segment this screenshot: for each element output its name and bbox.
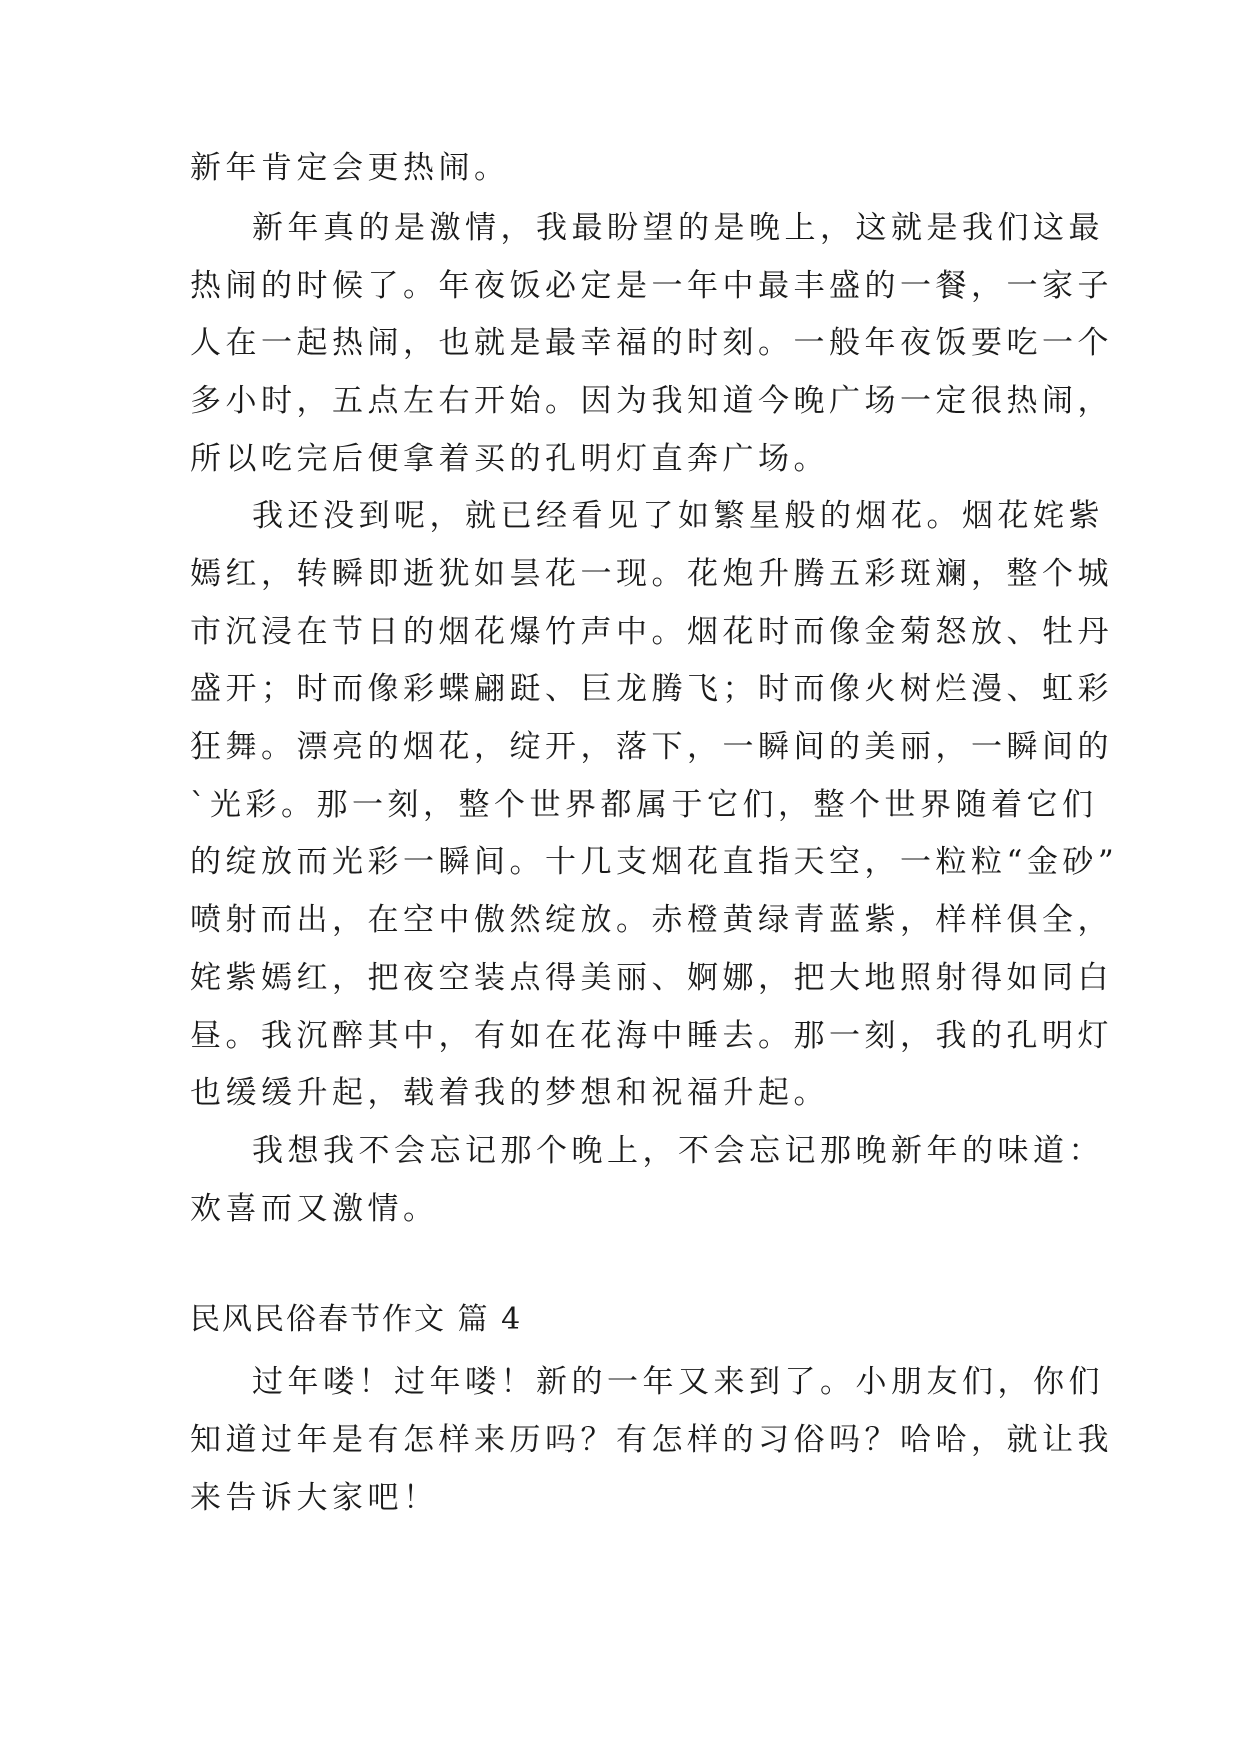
text-line: 昼。我沉醉其中，有如在花海中睡去。那一刻，我的孔明灯	[190, 1018, 1113, 1054]
text-line: 盛开；时而像彩蝶翩跹、巨龙腾飞；时而像火树烂漫、虹彩	[190, 671, 1113, 707]
text-line: 新年肯定会更热闹。	[190, 150, 510, 186]
text-line: 多小时，五点左右开始。因为我知道今晚广场一定很热闹，	[190, 383, 1113, 419]
text-line: 也缓缓升起，载着我的梦想和祝福升起。	[190, 1075, 829, 1111]
paragraph-first-line: 过年喽！过年喽！新的一年又来到了。小朋友们，你们	[252, 1364, 1104, 1400]
paragraph-first-line: 我还没到呢，就已经看见了如繁星般的烟花。烟花姹紫	[252, 498, 1104, 534]
section-heading: 民风民俗春节作文 篇 4	[190, 1302, 523, 1337]
paragraph-first-line: 我想我不会忘记那个晚上，不会忘记那晚新年的味道：	[252, 1133, 1104, 1169]
text-line: 热闹的时候了。年夜饭必定是一年中最丰盛的一餐，一家子	[190, 268, 1113, 304]
text-line: 来告诉大家吧！	[190, 1480, 439, 1516]
text-line: 知道过年是有怎样来历吗？有怎样的习俗吗？哈哈，就让我	[190, 1422, 1113, 1458]
text-line: 欢喜而又激情。	[190, 1191, 439, 1227]
text-line: 嫣红，转瞬即逝犹如昙花一现。花炮升腾五彩斑斓，整个城	[190, 556, 1113, 592]
text-line: 所以吃完后便拿着买的孔明灯直奔广场。	[190, 441, 829, 477]
text-line: 狂舞。漂亮的烟花，绽开，落下，一瞬间的美丽，一瞬间的	[190, 729, 1113, 765]
text-line: 人在一起热闹，也就是最幸福的时刻。一般年夜饭要吃一个	[190, 325, 1113, 361]
paragraph-first-line: 新年真的是激情，我最盼望的是晚上，这就是我们这最	[252, 210, 1104, 246]
text-line: 姹紫嫣红，把夜空装点得美丽、婀娜，把大地照射得如同白	[190, 960, 1113, 996]
text-line: 市沉浸在节日的烟花爆竹声中。烟花时而像金菊怒放、牡丹	[190, 614, 1113, 650]
text-line: 的绽放而光彩一瞬间。十几支烟花直指天空，一粒粒“金砂”	[190, 844, 1119, 880]
text-line: `光彩。那一刻，整个世界都属于它们，整个世界随着它们	[190, 787, 1098, 823]
text-line: 喷射而出，在空中傲然绽放。赤橙黄绿青蓝紫，样样俱全，	[190, 902, 1113, 938]
